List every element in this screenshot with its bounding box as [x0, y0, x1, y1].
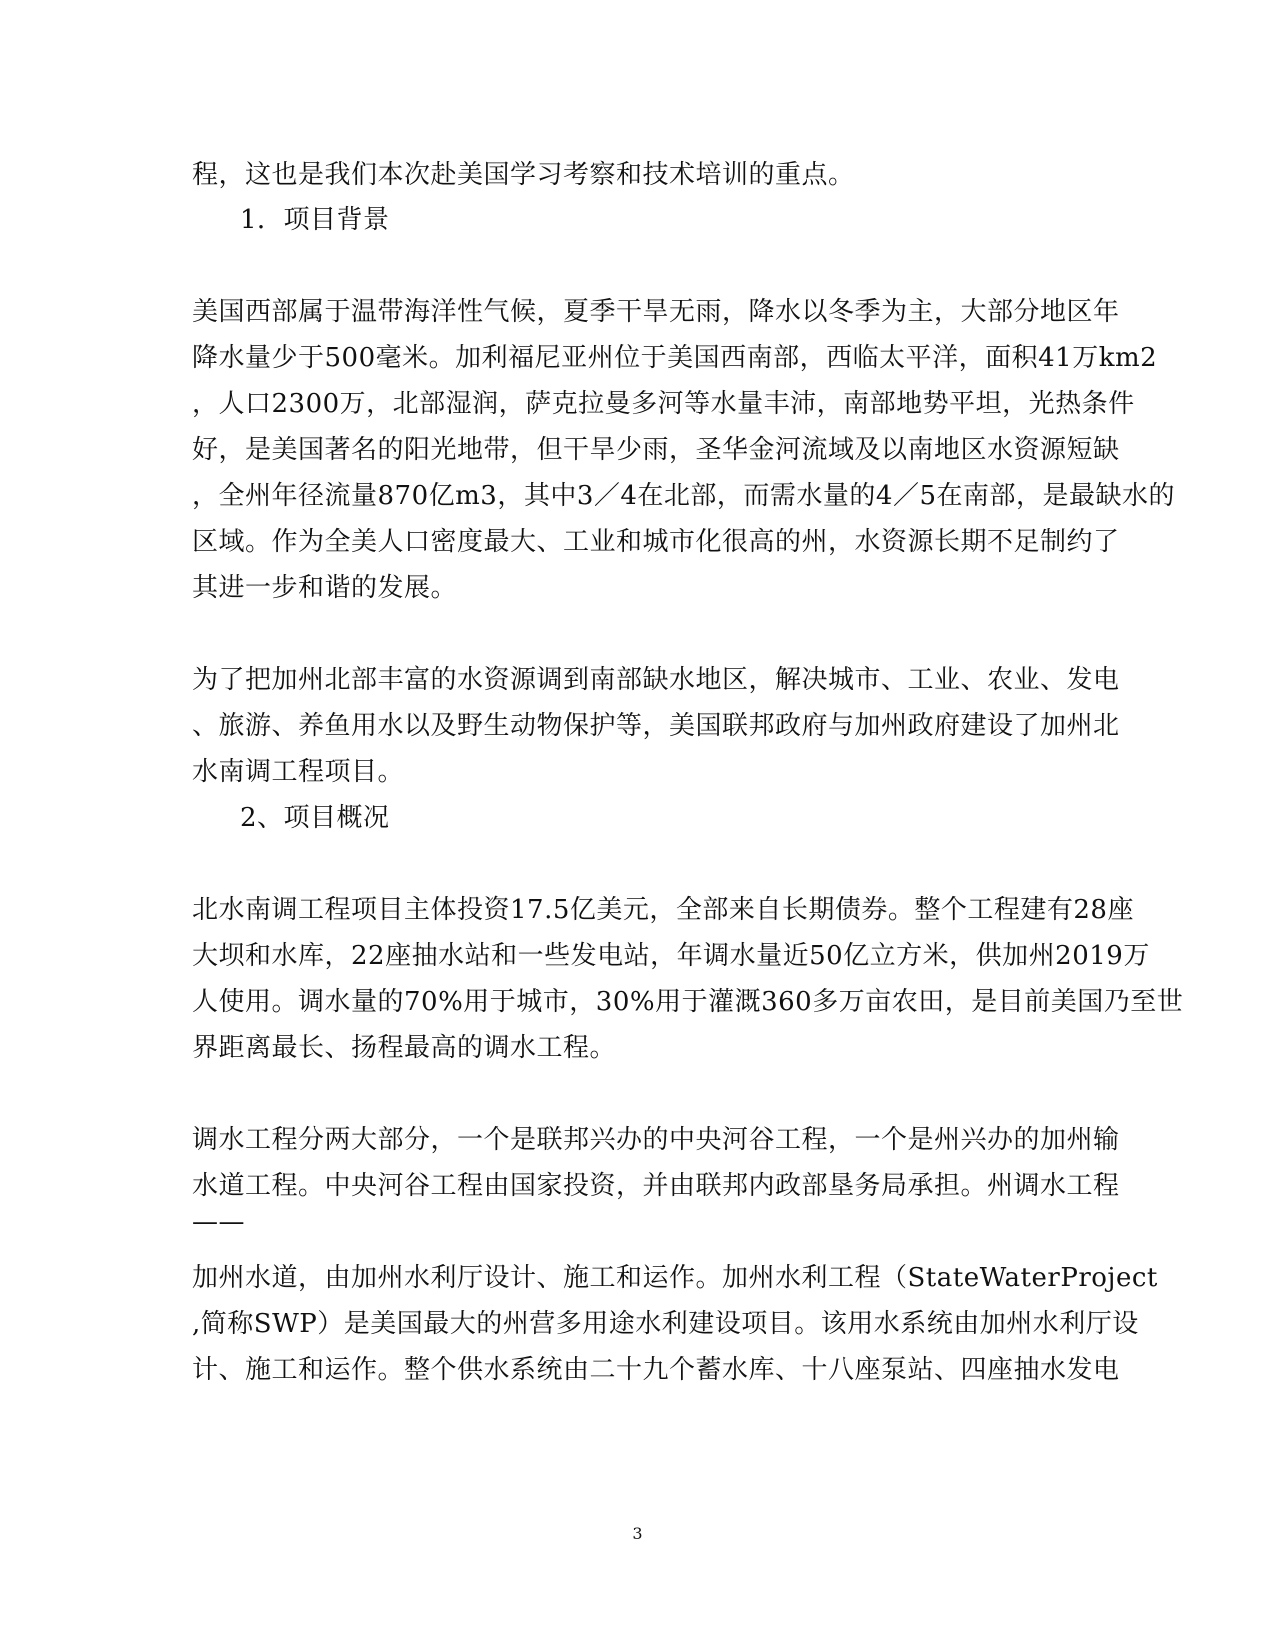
text-line: 计、施工和运作。整个供水系统由二十九个蓄水库、十八座泵站、四座抽水发电 [192, 1355, 1120, 1385]
text-line: 水道工程。中央河谷工程由国家投资，并由联邦内政部垦务局承担。州调水工程 [192, 1171, 1120, 1201]
text-line: 好，是美国著名的阳光地带，但干旱少雨，圣华金河流域及以南地区水资源短缺 [192, 435, 1120, 465]
text-line: 大坝和水库，22座抽水站和一些发电站，年调水量近50亿立方米，供加州2019万 [192, 941, 1150, 971]
text-line: 降水量少于500毫米。加利福尼亚州位于美国西南部，西临太平洋，面积41万km2 [192, 343, 1158, 373]
text-line: 美国西部属于温带海洋性气候，夏季干旱无雨，降水以冬季为主，大部分地区年 [192, 297, 1120, 327]
text-line: 、旅游、养鱼用水以及野生动物保护等，美国联邦政府与加州政府建设了加州北 [192, 711, 1120, 741]
page-number: 3 [632, 1524, 643, 1543]
text-line: 程，这也是我们本次赴美国学习考察和技术培训的重点。 [192, 160, 855, 190]
text-line: ，人口2300万，北部湿润，萨克拉曼多河等水量丰沛，南部地势平坦，光热条件 [192, 389, 1135, 419]
text-line: 区域。作为全美人口密度最大、工业和城市化很高的州，水资源长期不足制约了 [192, 527, 1120, 557]
text-line: 水南调工程项目。 [192, 757, 405, 787]
text-line: 其进一步和谐的发展。 [192, 573, 458, 603]
text-line: 加州水道，由加州水利厅设计、施工和运作。加州水利工程（StateWaterProject [192, 1263, 1158, 1293]
text-line: —— [192, 1207, 245, 1237]
text-line: 人使用。调水量的70%用于城市，30%用于灌溉360多万亩农田，是目前美国乃至世 [192, 987, 1184, 1017]
section-heading: 1．项目背景 [240, 205, 390, 235]
text-line: 北水南调工程项目主体投资17.5亿美元，全部来自长期债券。整个工程建有28座 [192, 895, 1134, 925]
text-line: ，全州年径流量870亿m3，其中3／4在北部，而需水量的4／5在南部，是最缺水的 [192, 481, 1175, 511]
text-line: 界距离最长、扬程最高的调水工程。 [192, 1033, 617, 1063]
text-line: 调水工程分两大部分，一个是联邦兴办的中央河谷工程，一个是州兴办的加州输 [192, 1125, 1120, 1155]
section-heading: 2、项目概况 [240, 803, 390, 833]
text-line: ,简称SWP）是美国最大的州营多用途水利建设项目。该用水系统由加州水利厅设 [192, 1309, 1139, 1339]
text-line: 为了把加州北部丰富的水资源调到南部缺水地区，解决城市、工业、农业、发电 [192, 665, 1120, 695]
